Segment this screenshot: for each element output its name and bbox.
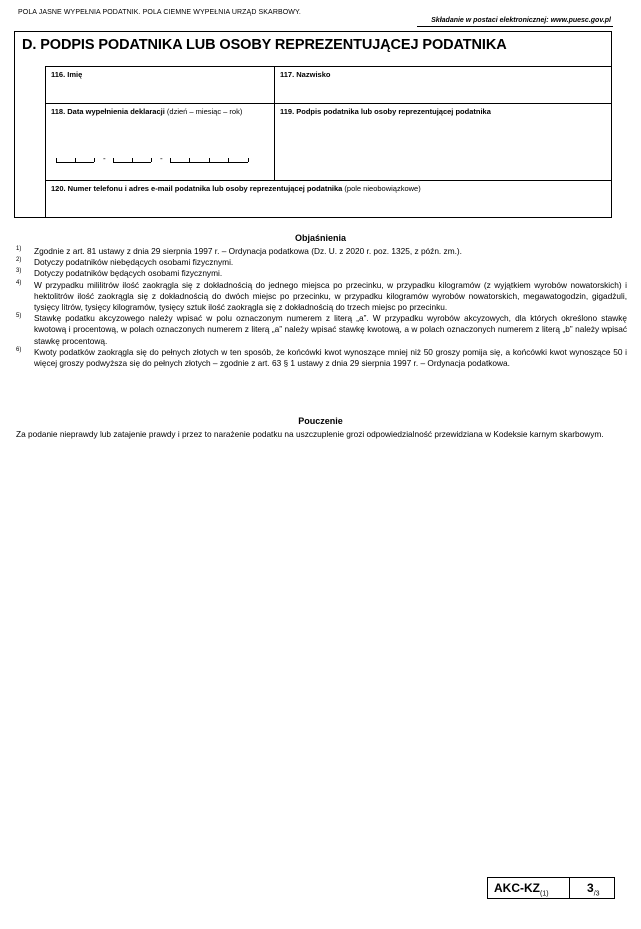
field-118-declaration-date[interactable] bbox=[46, 104, 275, 181]
date-separator-1: - bbox=[103, 154, 106, 163]
note-text: Dotyczy podatników niebędących osobami fizycznymi. bbox=[34, 257, 234, 268]
explanations-list bbox=[16, 246, 627, 369]
explanation-note bbox=[16, 347, 627, 369]
explanations-heading: Objaśnienia bbox=[294, 233, 347, 243]
date-month-slot[interactable] bbox=[113, 152, 151, 163]
explanation-note bbox=[16, 313, 627, 347]
section-d bbox=[14, 31, 612, 218]
field-118-title: 118. Data wypełnienia deklaracji bbox=[51, 107, 165, 116]
field-118-label bbox=[51, 107, 242, 116]
field-116-label: 116. Imię bbox=[51, 70, 83, 79]
footer-divider bbox=[569, 878, 570, 898]
date-separator-2: - bbox=[160, 154, 163, 163]
explanation-note bbox=[16, 280, 627, 314]
form-code bbox=[494, 881, 549, 897]
note-text: Zgodnie z art. 81 ustawy z dnia 29 sierpnia 1997 r. – Ordynacja podatkowa (Dz. U. z 2020 r. poz. 1325, z późn. zm.). bbox=[34, 246, 462, 256]
field-120-title: 120. Numer telefonu i adres e-mail podatnika lub osoby reprezentującej podatnika bbox=[51, 184, 343, 193]
form-code-text: AKC-KZ bbox=[494, 881, 540, 895]
date-day-slot[interactable] bbox=[56, 152, 94, 163]
note-number: 6) bbox=[16, 346, 22, 353]
explanation-note bbox=[16, 257, 627, 268]
note-number: 2) bbox=[16, 257, 22, 264]
explanation-note bbox=[16, 268, 627, 279]
form-footer bbox=[487, 877, 615, 899]
field-117-label: 117. Nazwisko bbox=[280, 70, 331, 79]
field-117-last-name[interactable] bbox=[275, 67, 612, 104]
note-number: 4) bbox=[16, 279, 22, 286]
caution-text: Za podanie nieprawdy lub zatajenie prawdy i przez to narażenie podatku na uszczuplenie grozi odpowiedzialność przewidziana w Kodeksie karnym skarbowym. bbox=[16, 429, 604, 439]
field-118-hint: (dzień – miesiąc – rok) bbox=[166, 107, 243, 116]
note-text: W przypadku mililitrów ilość zaokrągla się z dokładnością do jednego miejsca po przecinku, w przypadku kilogramów (z wyjątkiem wyrobów nowatorskich) i hektolitrów ilość zaokrągla się z dokładnością do dwóch miejsc po przecinku, w przypadku kilogramów wyrobów nowatorskich, megawatogodzin, gigadżuli, tysięcy litrów, tysięcy kilogramów, tysięcy sztuk ilość zaokrągla się z dokładnością do trzech miejsc po przecinku. bbox=[34, 279, 627, 313]
form-variant: (1) bbox=[540, 890, 549, 898]
field-119-signature[interactable] bbox=[275, 104, 612, 181]
note-text: Dotyczy podatników będących osobami fizycznymi. bbox=[34, 268, 223, 279]
note-text: Kwoty podatków zaokrągla się do pełnych złotych w ten sposób, że końcówki kwot wynoszące mniej niż 50 groszy pomija się, a końcówki kwot wynoszące 50 i więcej groszy podwyższa się do pełnych złotych – zgodnie z art. 63 § 1 ustawy z dnia 29 sierpnia 1997 r. – Ordynacja podatkowa. bbox=[34, 346, 627, 369]
page-total: /3 bbox=[593, 890, 600, 898]
explanation-note bbox=[16, 246, 627, 257]
field-119-label: 119. Podpis podatnika lub osoby reprezentującej podatnika bbox=[280, 107, 491, 116]
electronic-submission-note: Składanie w postaci elektronicznej: www.puesc.gov.pl bbox=[431, 17, 611, 24]
field-120-hint: (pole nieobowiązkowe) bbox=[344, 184, 421, 193]
note-number: 5) bbox=[16, 313, 22, 320]
caution-heading: Pouczenie bbox=[298, 416, 343, 426]
note-number: 3) bbox=[16, 268, 22, 275]
date-year-slot[interactable] bbox=[170, 152, 248, 163]
field-120-contact[interactable] bbox=[46, 181, 612, 218]
signature-grid bbox=[45, 66, 612, 218]
note-text: Stawkę podatku akcyzowego należy wpisać w polu oznaczonym numerem z literą „a”. W przypadku wyrobów akcyzowych, dla których określono stawkę kwotową i procentową, w polach oznaczonych numerem z literą „a” należy wpisać stawkę kwotową, a w polach oznaczonych numerem z literą „b” należy wpisać stawkę procentową. bbox=[34, 313, 627, 346]
section-d-title: D. PODPIS PODATNIKA LUB OSOBY REPREZENTUJĄCEJ PODATNIKA bbox=[22, 37, 507, 53]
field-116-first-name[interactable] bbox=[46, 67, 275, 104]
page-number bbox=[587, 881, 600, 897]
note-number: 1) bbox=[16, 246, 22, 252]
field-120-label bbox=[51, 184, 421, 193]
top-note: POLA JASNE WYPEŁNIA PODATNIK. POLA CIEMNE WYPEŁNIA URZĄD SKARBOWY. bbox=[18, 9, 301, 16]
page-current: 3 bbox=[587, 881, 594, 895]
header-rule bbox=[417, 26, 613, 27]
